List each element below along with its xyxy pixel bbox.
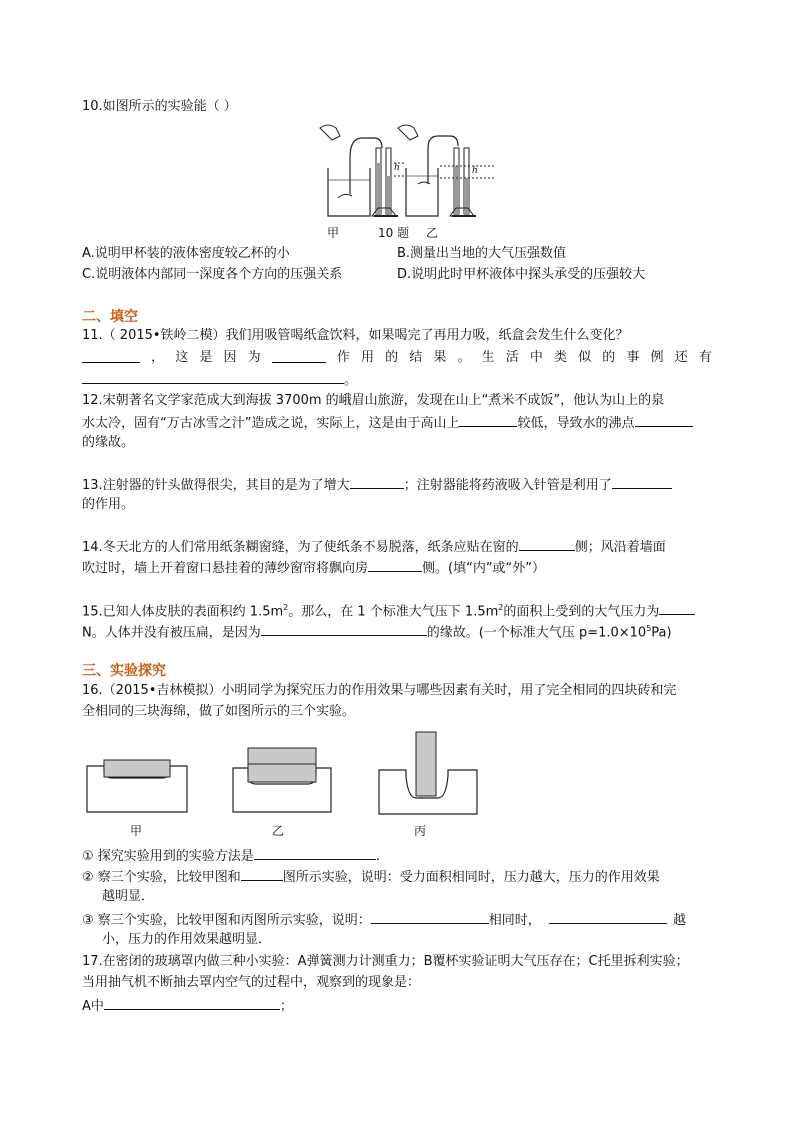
q12-blank-1[interactable]: [459, 413, 517, 427]
q10-option-a: A.说明甲杯装的液体密度较乙杯的小: [82, 246, 290, 261]
q17-line2: 当用抽气机不断抽去罩内空气的过程中，观察到的现象是：: [82, 975, 421, 990]
q16-item-2-cont: 越明显．: [102, 889, 155, 904]
q16-label-bing: 丙: [414, 824, 427, 838]
q13-line2: 的作用。: [82, 497, 135, 512]
q14-line1: 14.冬天北方的人们常用纸条糊窗缝，为了使纸条不易脱落，纸条应贴在窗的 侧；风沿着墙面: [82, 537, 666, 557]
q11-blank-1[interactable]: [82, 349, 140, 363]
q10-apparatus-figure: [310, 118, 500, 240]
q14-line2: 吹过时，墙上开着窗口悬挂着的薄纱窗帘将飘向房 侧。(填“内”或“外”）: [82, 558, 545, 578]
q16-line2: 全相同的三块海绵，做了如图所示的三个实验。: [82, 704, 356, 719]
q16-item-1: ① 探究实验用到的实验方法是 .: [82, 846, 380, 866]
q17-blank-a[interactable]: [104, 996, 280, 1010]
q10-option-b: B.测量出当地的大气压强数值: [397, 246, 567, 261]
q15-blank-2[interactable]: [261, 622, 427, 636]
q10-option-c: C.说明液体内部同一深度各个方向的压强关系: [82, 267, 343, 282]
q10-caption-jia: 甲: [327, 226, 340, 240]
q14-blank-1[interactable]: [519, 537, 575, 551]
section-experiment-title: 三、实验探究: [82, 663, 166, 679]
q16-sponge-figure-bing: [378, 730, 478, 816]
q16-label-jia: 甲: [130, 824, 143, 838]
q16-item-3-cont: 小，压力的作用效果越明显．: [102, 932, 272, 947]
q11-line1: 11.（ 2015•铁岭二模）我们用吸管喝纸盒饮料，如果喝完了再用力吸，纸盒会发生什么变化？: [82, 328, 629, 343]
q16-blank-2[interactable]: [241, 867, 283, 881]
q10-caption-number: 10 题: [378, 226, 410, 240]
q12-blank-2[interactable]: [635, 413, 693, 427]
q12-line3: 的缘故。: [82, 435, 135, 450]
q14-blank-2[interactable]: [368, 558, 422, 572]
q11-line3: 。: [82, 370, 357, 390]
q16-item-3: ③ 察三个实验，比较甲图和丙图所示实验，说明： 相同时， 越: [82, 910, 686, 930]
q10-caption-yi: 乙: [426, 226, 439, 240]
question-10-stem: 10.如图所示的实验能（ ）: [82, 99, 237, 114]
q13-blank-2[interactable]: [612, 475, 672, 489]
q16-item-2: ② 察三个实验，比较甲图和 图所示实验，说明：受力面积相同时，压力越大，压力的作用效果: [82, 867, 660, 887]
q16-blank-3[interactable]: [371, 910, 489, 924]
q16-sponge-figure-yi: [232, 744, 332, 814]
q11-blank-3[interactable]: [82, 370, 344, 384]
q13-line1: 13.注射器的针头做得很尖，其目的是为了增大 ；注射器能将药液吸入针管是利用了: [82, 475, 672, 495]
q11-blank-2[interactable]: [272, 349, 326, 363]
label-h-left: h: [394, 163, 400, 173]
q12-line2: 水太冷，固有“万古冰雪之汁”造成之说，实际上，这是由于高山上 较低，导致水的沸点: [82, 413, 693, 433]
q15-line1: 15.已知人体皮肤的表面积约 $1.5m^2$。那么，在 1 个标准大气压下 $1.5m^2$的面积上受到的大气压力为: [82, 599, 695, 621]
q16-line1: 16.（2015•吉林模拟）小明同学为探究压力的作用效果与哪些因素有关时，用了完全相同的四块砖和完: [82, 683, 677, 698]
q16-blank-4[interactable]: [549, 910, 667, 924]
q17-line3: A中 ；: [82, 996, 293, 1016]
label-h-right: h: [472, 166, 478, 176]
q11-line2: ， 这 是 因 为 作 用 的 结 果 。 生 活 中 类 似 的 事 例 还 有: [82, 349, 712, 367]
section-fill-in-title: 二、填空: [82, 309, 138, 325]
q17-line1: 17.在密闭的玻璃罩内做三种小实验：A弹簧测力计测重力；B覆杯实验证明大气压存在；C托里拆利实验；: [82, 954, 689, 969]
q10-option-d: D.说明此时甲杯液体中探头承受的压强较大: [397, 267, 646, 282]
q15-line2: N。人体并没有被压扁，是因为 的缘故。(一个标准大气压 $p=1.0\times 10^5Pa$): [82, 624, 672, 641]
q16-label-yi: 乙: [272, 824, 285, 838]
q16-blank-1[interactable]: [254, 846, 376, 860]
q13-blank-1[interactable]: [350, 475, 404, 489]
q15-blank-1[interactable]: [659, 601, 695, 615]
q16-sponge-figure-jia: [86, 756, 188, 814]
q12-line1: 12.宋朝著名文学家范成大到海拔 3700m 的峨眉山旅游，发现在山上“煮米不成饭”，他认为山上的泉: [82, 393, 665, 408]
